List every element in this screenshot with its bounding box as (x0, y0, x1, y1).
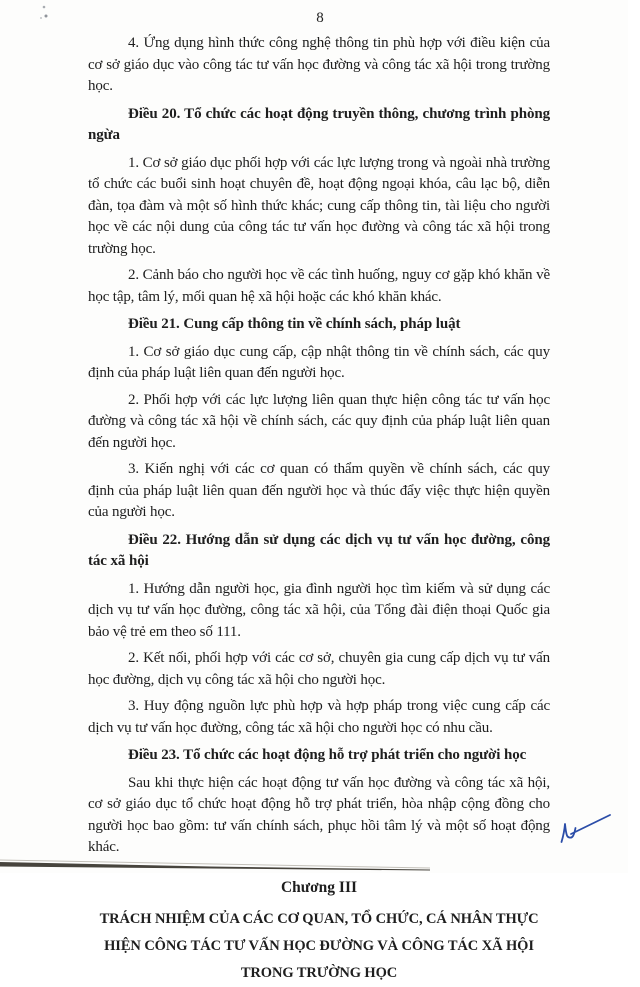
paragraph: 4. Ứng dụng hình thức công nghệ thông tin phù hợp với điều kiện của cơ sở giáo dục vào công tác tư vấn học đường và công tác xã hội trong trường học. (88, 35, 550, 94)
chapter-section (88, 879, 550, 987)
chapter-title-line: HIỆN CÔNG TÁC TƯ VẤN HỌC ĐƯỜNG VÀ CÔNG TÁC XÃ HỘI (104, 937, 534, 954)
article-heading: Điều 21. Cung cấp thông tin về chính sách, pháp luật (128, 316, 461, 332)
page-number: 8 (316, 10, 324, 26)
article-heading: Điều 20. Tổ chức các hoạt động truyền thông, chương trình phòng ngừa (88, 105, 550, 143)
paragraph: 2. Phối hợp với các lực lượng liên quan thực hiện công tác tư vấn học đường và công tác xã hội về chính sách, các quy định của pháp luật liên quan đến người học. (88, 391, 550, 451)
chapter-label: Chương III (280, 878, 358, 896)
paragraph: 2. Kết nối, phối hợp với các cơ sở, chuyên gia cung cấp dịch vụ tư vấn học đường, dịch vụ công tác xã hội cho người học. (88, 650, 550, 688)
scan-edge-artifact (0, 855, 628, 873)
scan-noise-dots (38, 2, 58, 22)
article-heading: Điều 23. Tổ chức các hoạt động hỗ trợ phát triển cho người học (128, 747, 527, 763)
paragraph: 1. Hướng dẫn người học, gia đình người học tìm kiếm và sử dụng các dịch vụ tư vấn học đường, công tác xã hội, của Tổng đài điện thoại Quốc gia bảo vệ trẻ em theo số 111. (88, 580, 550, 640)
document-body (88, 33, 550, 987)
paragraph: 1. Cơ sở giáo dục cung cấp, cập nhật thông tin về chính sách, các quy định của pháp luật liên quan đến người học. (88, 343, 550, 381)
paragraph: Sau khi thực hiện các hoạt động tư vấn học đường và công tác xã hội, cơ sở giáo dục tổ chức hoạt động hỗ trợ phát triển, hòa nhập cộng đồng cho người học bao gồm: tư vấn chính sách, phục hồi tâm lý và một số hoạt động khác. (88, 774, 550, 855)
article-heading: Điều 22. Hướng dẫn sử dụng các dịch vụ tư vấn học đường, công tác xã hội (88, 531, 550, 569)
chapter-title-line: TRONG TRƯỜNG HỌC (240, 964, 398, 981)
paragraph: 2. Cảnh báo cho người học về các tình huống, nguy cơ gặp khó khăn về học tập, tâm lý, mối quan hệ xã hội hoặc các khó khăn khác. (88, 267, 550, 305)
paragraph: 3. Kiến nghị với các cơ quan có thẩm quyền về chính sách, các quy định của pháp luật liên quan đến người học và thúc đẩy việc thực hiện quyền của người học. (88, 461, 550, 520)
paragraph: 1. Cơ sở giáo dục phối hợp với các lực lượng trong và ngoài nhà trường tổ chức các buổi sinh hoạt chuyên đề, hoạt động ngoại khóa, câu lạc bộ, diễn đàn, tọa đàm và một số hình thức khác; cung cấp thông tin, tài liệu cho người học về các nội dung của công tác tư vấn học đường và công tác xã hội trong trường học. (88, 154, 550, 257)
chapter-title-line: TRÁCH NHIỆM CỦA CÁC CƠ QUAN, TỔ CHỨC, CÁ NHÂN THỰC (99, 910, 539, 927)
paragraph: 3. Huy động nguồn lực phù hợp và hợp pháp trong việc cung cấp các dịch vụ tư vấn học đường, công tác xã hội cho người học có nhu cầu. (88, 698, 550, 736)
handwritten-initial-ink-mark (556, 811, 620, 851)
